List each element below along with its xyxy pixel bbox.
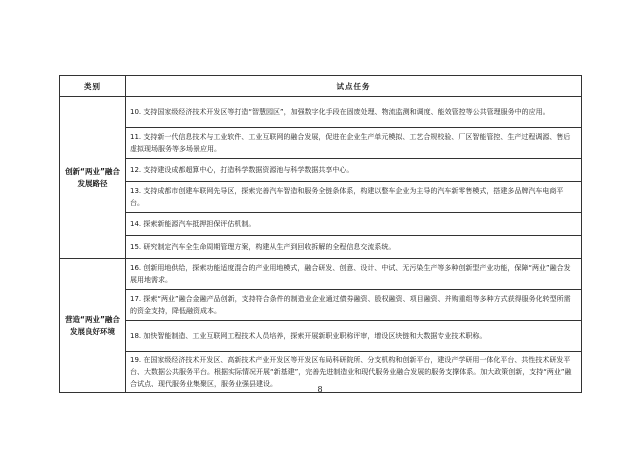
task-cell: 15. 研究制定汽车全生命周期管理方案，构建从生产到回收拆解的全程信息交流系统。: [126, 236, 582, 259]
table-row: [60, 159, 582, 182]
page-number: 8: [317, 385, 323, 394]
task-cell: 10. 支持国家级经济技术开发区等打造“智慧园区”，加强数字化手段在固废处理、物流监测和调度、能效管控等公共管理服务中的应用。: [126, 97, 582, 128]
table-row: [60, 213, 582, 236]
table-row: [60, 236, 582, 259]
table-row: [60, 97, 582, 128]
category-cell: 营造“两业”融合发展良好环境: [60, 259, 126, 393]
table-row: [60, 259, 582, 290]
task-cell: 12. 支持建设成都超算中心，打造科学数据资源池与科学数据共享中心。: [126, 159, 582, 182]
task-cell: 16. 创新用地供给，探索功能适度混合的产业用地模式，融合研发、创意、设计、中试、无污染生产等多种创新型产业功能，保障“两业”融合发展用地需求。: [126, 259, 582, 290]
task-cell: 13. 支持成都市创建车联网先导区，探索完善汽车智造和服务全链条体系，构建以整车企业为主导的汽车新零售模式，搭建多品牌汽车电商平台。: [126, 182, 582, 213]
task-cell: 14. 探索新能源汽车抵押担保评估机制。: [126, 213, 582, 236]
task-cell: 11. 支持新一代信息技术与工业软件、工业互联网的融合发展，促进在企业生产单元模拟、工艺合规校验、厂区智能管控、生产过程调源、售后虚拟现场服务等多场景应用。: [126, 128, 582, 159]
task-cell: 18. 加快智能制造、工业互联网工程技术人员培养，探索开展新职业职称评审，增设区块链和大数据专业技术职称。: [126, 321, 582, 352]
header-task: 试点任务: [126, 76, 582, 97]
task-cell: 17. 探索“两业”融合金融产品创新，支持符合条件的制造业企业通过债券融资、股权融资、项目融资、并购重组等多种方式获得服务化转型所需的资金支持，降低融资成本。: [126, 290, 582, 321]
table-row: [60, 128, 582, 159]
category-cell: 创新“两业”融合发展路径: [60, 97, 126, 259]
header-category: 类别: [60, 76, 126, 97]
table-row: [60, 182, 582, 213]
task-cell: 19. 在国家级经济技术开发区、高新技术产业开发区等开发区布局科研院所、分支机构和创新平台，建设产学研用一体化平台、共性技术研发平台、大数据公共服务平台。根据实际情况开展“新基建”，完善先进制造业和现代服务业融合发展的服务支撑体系。加大政策创新，支持“两业”融合试点、现代服务业集聚区，服务业强县建设。: [126, 352, 582, 393]
table-header-row: [60, 76, 582, 97]
table-row: [60, 321, 582, 352]
table-row: [60, 290, 582, 321]
pilot-task-table: [59, 75, 582, 393]
